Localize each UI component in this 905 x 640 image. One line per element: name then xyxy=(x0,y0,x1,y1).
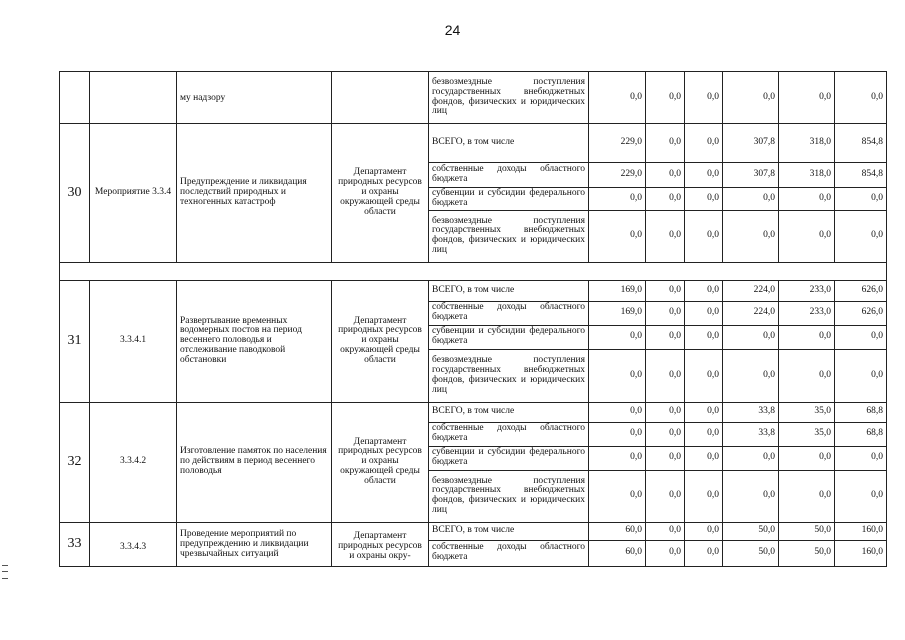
source-free: безвозмездные поступления государственных внебюджетных фондов, физических и юридических лиц xyxy=(429,210,589,262)
value-cell: 0,0 xyxy=(646,188,685,211)
value-cell: 50,0 xyxy=(723,522,779,540)
value-cell: 0,0 xyxy=(685,210,723,262)
value-cell: 0,0 xyxy=(835,349,887,402)
value-cell: 0,0 xyxy=(723,470,779,522)
value-cell: 0,0 xyxy=(685,301,723,325)
value-cell: 0,0 xyxy=(835,72,887,124)
source-free: безвозмездные поступления государственных внебюджетных фондов, физических и юридических лиц xyxy=(429,470,589,522)
value-cell: 0,0 xyxy=(646,470,685,522)
source-own: собственные доходы областного бюджета xyxy=(429,540,589,566)
code-cell xyxy=(90,72,177,124)
source-federal: субвенции и субсидии федерального бюджета xyxy=(429,446,589,470)
value-cell: 0,0 xyxy=(685,540,723,566)
value-cell: 626,0 xyxy=(835,280,887,301)
value-cell: 0,0 xyxy=(685,446,723,470)
table-row xyxy=(60,72,887,124)
value-cell: 0,0 xyxy=(685,163,723,188)
value-cell: 0,0 xyxy=(685,188,723,211)
row-number-cell: 32 xyxy=(60,402,90,522)
source-own: собственные доходы областного бюджета xyxy=(429,422,589,446)
row-number-cell: 30 xyxy=(60,124,90,263)
code-cell: 3.3.4.3 xyxy=(90,522,177,566)
value-cell: 0,0 xyxy=(589,325,646,349)
source-total: ВСЕГО, в том числе xyxy=(429,522,589,540)
value-cell: 0,0 xyxy=(685,72,723,124)
value-cell: 0,0 xyxy=(835,188,887,211)
value-cell: 169,0 xyxy=(589,280,646,301)
row-number-cell: 33 xyxy=(60,522,90,566)
value-cell: 0,0 xyxy=(589,72,646,124)
value-cell: 0,0 xyxy=(646,325,685,349)
value-cell: 33,8 xyxy=(723,402,779,422)
value-cell: 160,0 xyxy=(835,540,887,566)
activity-name-cell: му надзору xyxy=(177,72,332,124)
value-cell: 854,8 xyxy=(835,124,887,163)
activity-name-cell: Развертывание временных водомерных постов на период весеннего половодья и отслеживание паводковой обстановки xyxy=(177,280,332,402)
value-cell: 0,0 xyxy=(589,402,646,422)
value-cell: 0,0 xyxy=(589,210,646,262)
spacer-cell xyxy=(60,262,887,280)
value-cell: 0,0 xyxy=(589,470,646,522)
value-cell: 233,0 xyxy=(779,301,835,325)
table-row xyxy=(60,124,887,163)
row-number-cell: 31 xyxy=(60,280,90,402)
value-cell: 0,0 xyxy=(646,210,685,262)
value-cell: 229,0 xyxy=(589,163,646,188)
value-cell: 0,0 xyxy=(589,188,646,211)
value-cell: 0,0 xyxy=(685,349,723,402)
source-own: собственные доходы областного бюджета xyxy=(429,163,589,188)
value-cell: 0,0 xyxy=(723,210,779,262)
value-cell: 0,0 xyxy=(835,446,887,470)
source-federal: субвенции и субсидии федерального бюджета xyxy=(429,325,589,349)
row-number-cell xyxy=(60,72,90,124)
value-cell: 0,0 xyxy=(646,72,685,124)
value-cell: 35,0 xyxy=(779,422,835,446)
value-cell: 0,0 xyxy=(723,188,779,211)
table-row xyxy=(60,522,887,540)
value-cell: 0,0 xyxy=(685,402,723,422)
code-cell: Мероприятие 3.3.4 xyxy=(90,124,177,263)
value-cell: 33,8 xyxy=(723,422,779,446)
value-cell: 0,0 xyxy=(589,446,646,470)
value-cell: 0,0 xyxy=(723,446,779,470)
value-cell: 0,0 xyxy=(685,522,723,540)
source-free: безвозмездные поступления государственных внебюджетных фондов, физических и юридических лиц xyxy=(429,72,589,124)
value-cell: 0,0 xyxy=(685,470,723,522)
value-cell: 0,0 xyxy=(646,301,685,325)
source-total: ВСЕГО, в том числе xyxy=(429,402,589,422)
value-cell: 50,0 xyxy=(779,522,835,540)
source-free: безвозмездные поступления государственных внебюджетных фондов, физических и юридических лиц xyxy=(429,349,589,402)
value-cell: 0,0 xyxy=(685,325,723,349)
value-cell: 0,0 xyxy=(685,280,723,301)
source-own: собственные доходы областного бюджета xyxy=(429,301,589,325)
value-cell: 318,0 xyxy=(779,124,835,163)
value-cell: 0,0 xyxy=(779,446,835,470)
value-cell: 0,0 xyxy=(723,72,779,124)
value-cell: 0,0 xyxy=(646,422,685,446)
value-cell: 0,0 xyxy=(779,349,835,402)
value-cell: 0,0 xyxy=(779,470,835,522)
activity-name-cell: Проведение мероприятий по предупреждению и ликвидации чрезвычайных ситуаций xyxy=(177,522,332,566)
value-cell: 224,0 xyxy=(723,301,779,325)
value-cell: 0,0 xyxy=(646,349,685,402)
value-cell: 50,0 xyxy=(723,540,779,566)
value-cell: 68,8 xyxy=(835,422,887,446)
budget-table xyxy=(59,71,887,567)
source-total: ВСЕГО, в том числе xyxy=(429,124,589,163)
department-cell: Департамент природных ресурсов и охраны окружающей среды области xyxy=(332,280,429,402)
value-cell: 0,0 xyxy=(835,210,887,262)
department-cell xyxy=(332,72,429,124)
value-cell: 307,8 xyxy=(723,124,779,163)
code-cell: 3.3.4.2 xyxy=(90,402,177,522)
margin-mark xyxy=(2,565,8,579)
value-cell: 0,0 xyxy=(685,124,723,163)
value-cell: 233,0 xyxy=(779,280,835,301)
value-cell: 0,0 xyxy=(723,325,779,349)
value-cell: 60,0 xyxy=(589,540,646,566)
value-cell: 0,0 xyxy=(589,349,646,402)
value-cell: 0,0 xyxy=(646,522,685,540)
table-row xyxy=(60,280,887,301)
source-total: ВСЕГО, в том числе xyxy=(429,280,589,301)
value-cell: 0,0 xyxy=(835,470,887,522)
activity-name-cell: Изготовление памяток по населения по действиям в период весеннего половодья xyxy=(177,402,332,522)
source-federal: субвенции и субсидии федерального бюджета xyxy=(429,188,589,211)
value-cell: 0,0 xyxy=(779,210,835,262)
value-cell: 0,0 xyxy=(779,72,835,124)
value-cell: 60,0 xyxy=(589,522,646,540)
department-cell: Департамент природных ресурсов и охраны окружающей среды области xyxy=(332,124,429,263)
department-cell: Департамент природных ресурсов и охраны окру- xyxy=(332,522,429,566)
value-cell: 50,0 xyxy=(779,540,835,566)
value-cell: 160,0 xyxy=(835,522,887,540)
value-cell: 0,0 xyxy=(723,349,779,402)
value-cell: 0,0 xyxy=(646,280,685,301)
code-cell: 3.3.4.1 xyxy=(90,280,177,402)
value-cell: 0,0 xyxy=(646,124,685,163)
value-cell: 0,0 xyxy=(646,402,685,422)
value-cell: 318,0 xyxy=(779,163,835,188)
value-cell: 224,0 xyxy=(723,280,779,301)
value-cell: 68,8 xyxy=(835,402,887,422)
value-cell: 0,0 xyxy=(589,422,646,446)
value-cell: 0,0 xyxy=(779,325,835,349)
value-cell: 0,0 xyxy=(685,422,723,446)
table-row xyxy=(60,402,887,422)
value-cell: 169,0 xyxy=(589,301,646,325)
table-spacer-row xyxy=(60,262,887,280)
value-cell: 626,0 xyxy=(835,301,887,325)
value-cell: 0,0 xyxy=(835,325,887,349)
value-cell: 35,0 xyxy=(779,402,835,422)
department-cell: Департамент природных ресурсов и охраны окружающей среды области xyxy=(332,402,429,522)
activity-name-cell: Предупреждение и ликвидация последствий природных и техногенных катастроф xyxy=(177,124,332,263)
value-cell: 0,0 xyxy=(646,163,685,188)
value-cell: 0,0 xyxy=(779,188,835,211)
page-number: 24 xyxy=(444,22,461,38)
value-cell: 854,8 xyxy=(835,163,887,188)
value-cell: 0,0 xyxy=(646,540,685,566)
value-cell: 0,0 xyxy=(646,446,685,470)
value-cell: 229,0 xyxy=(589,124,646,163)
value-cell: 307,8 xyxy=(723,163,779,188)
